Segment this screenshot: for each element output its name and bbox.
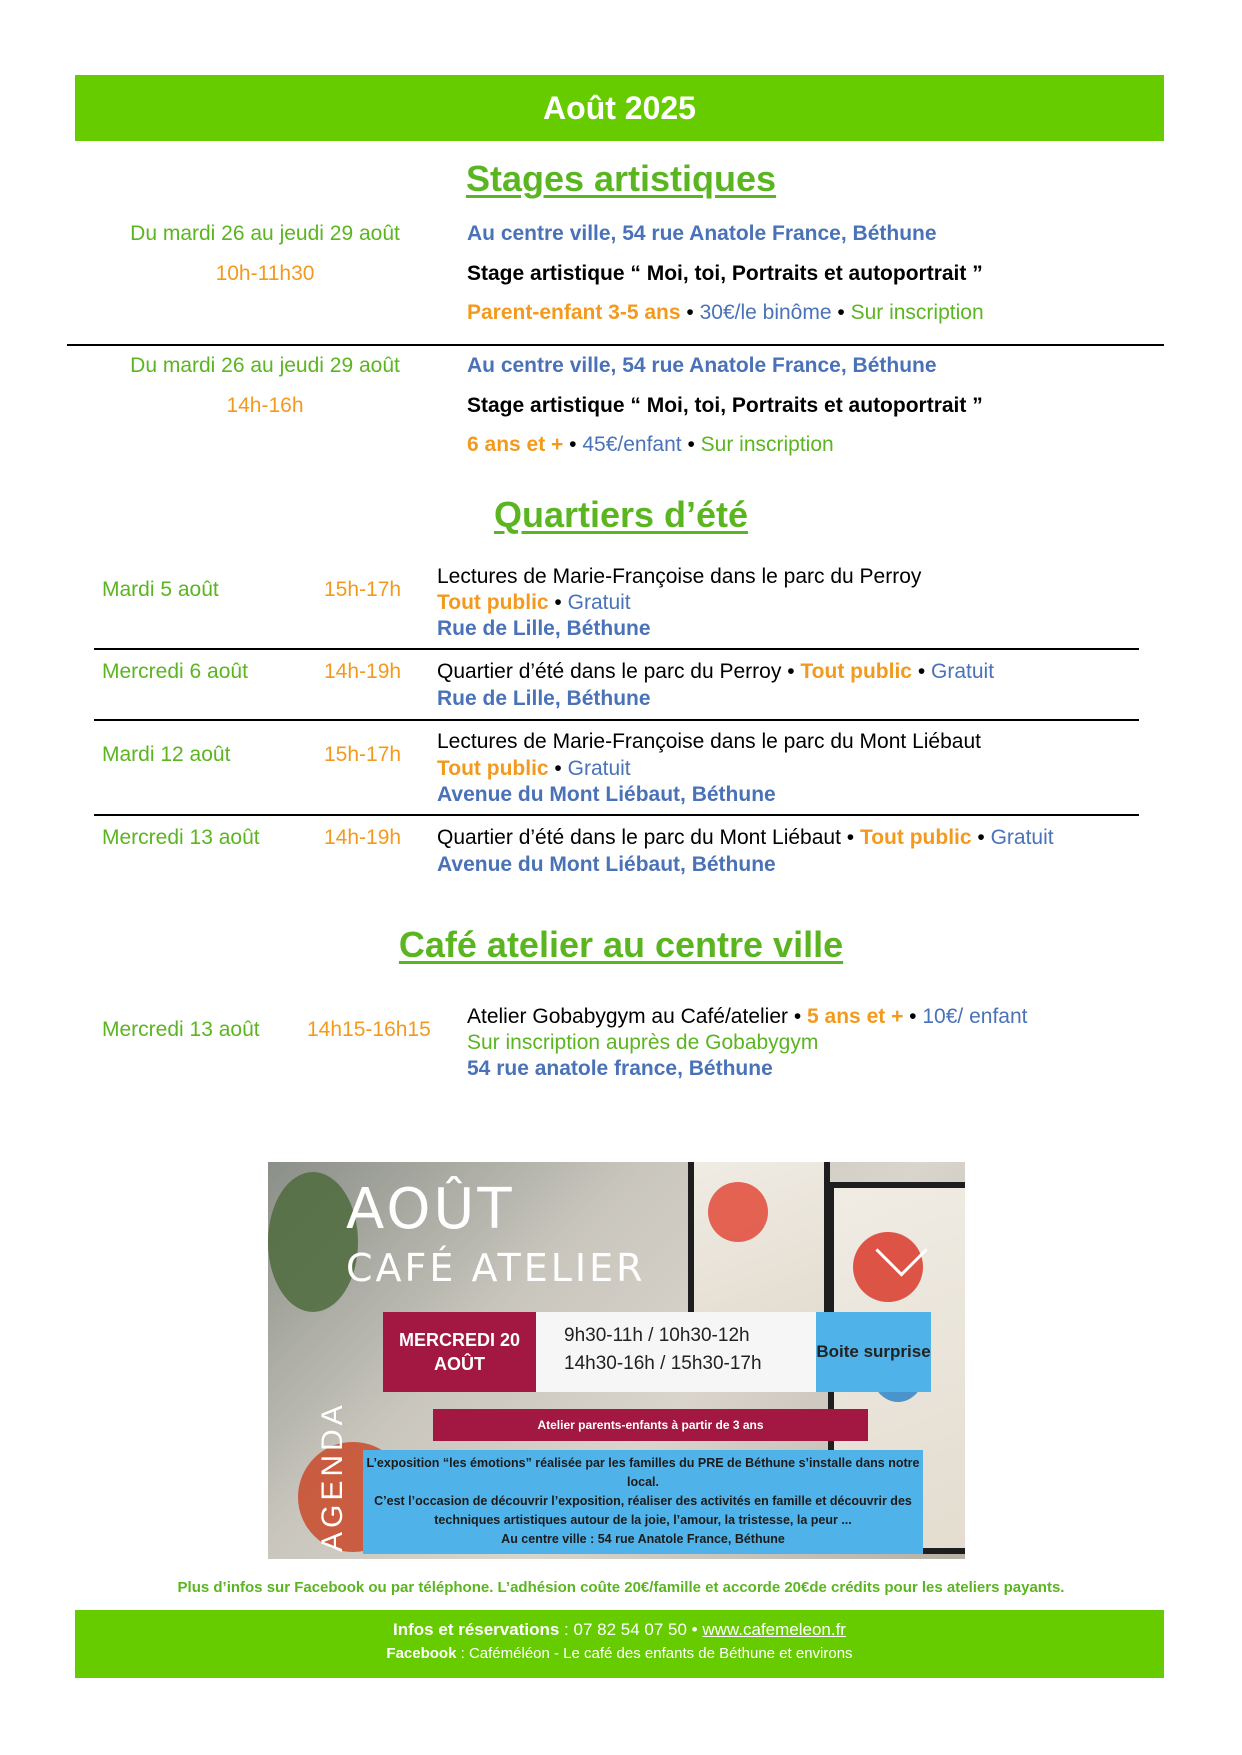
divider <box>94 814 1139 816</box>
poster-info-line: C’est l’occasion de découvrir l’exposition, réaliser des activités en famille et découvrir des techniques artistiques autour de la joie, l’amour, la tristesse, la peur ... <box>374 1494 912 1527</box>
event-details <box>437 757 631 781</box>
event-date: Mardi 5 août <box>102 578 219 601</box>
bullet-sep: • <box>781 660 801 683</box>
month-banner <box>75 75 1164 141</box>
event-desc: Quartier d’été dans le parc du Perroy <box>437 660 782 683</box>
event-price: Gratuit <box>567 757 631 780</box>
stage-price: 30€/le binôme <box>699 301 832 324</box>
event-desc-line <box>467 1005 1027 1029</box>
bullet-sep: • <box>788 1005 808 1028</box>
poster-info-line: L’exposition “les émotions” réalisée par les familles du PRE de Béthune s’installe dans notre local. <box>366 1456 920 1489</box>
stage-name: Stage artistique “ Moi, toi, Portraits et autoportrait ” <box>467 394 983 417</box>
footer-banner <box>75 1610 1164 1678</box>
poster-surprise: Boite surprise <box>816 1312 931 1392</box>
event-details <box>437 591 631 615</box>
bullet-sep: • <box>911 660 932 683</box>
event-date: Mardi 12 août <box>102 743 231 766</box>
plant-shape <box>268 1172 358 1312</box>
poster-slot: 9h30-11h / 10h30-12h <box>564 1325 750 1346</box>
event-audience: Tout public <box>800 660 912 683</box>
bullet-sep: • <box>831 301 851 324</box>
poster-ribbon: Atelier parents-enfants à partir de 3 ans <box>433 1409 868 1441</box>
event-date: Mercredi 6 août <box>102 660 248 683</box>
event-time: 15h-17h <box>324 743 402 766</box>
event-desc: Atelier Gobabygym au Café/atelier <box>467 1005 788 1028</box>
stage-price: 45€/enfant <box>582 433 682 456</box>
event-price: Gratuit <box>931 660 995 683</box>
bullet-sep: • <box>681 433 701 456</box>
event-date: Mercredi 13 août <box>102 1018 260 1041</box>
bullet-sep: • <box>680 301 700 324</box>
cafe-title: Café atelier au centre ville <box>398 924 844 965</box>
bullet-sep: • <box>971 826 991 849</box>
poster-month: AOÛT <box>346 1177 515 1242</box>
stage-date: Du mardi 26 au jeudi 29 août <box>130 354 400 377</box>
event-desc-line <box>437 826 1054 850</box>
colon-sep: : <box>559 1620 574 1639</box>
event-price: 10€/ enfant <box>922 1005 1028 1028</box>
event-time: 15h-17h <box>324 578 402 601</box>
event-price: Gratuit <box>567 591 631 614</box>
bullet-sep: • <box>548 757 568 780</box>
event-address: Avenue du Mont Liébaut, Béthune <box>437 783 776 806</box>
stage-location: Au centre ville, 54 rue Anatole France, Béthune <box>467 222 937 245</box>
event-audience: Tout public <box>437 757 549 780</box>
quartiers-title: Quartiers d’été <box>493 494 749 535</box>
stage-time: 10h-11h30 <box>215 262 315 285</box>
event-desc: Quartier d’été dans le parc du Mont Liébaut <box>437 826 841 849</box>
stages-title: Stages artistiques <box>465 158 777 199</box>
event-desc: Lectures de Marie-Françoise dans le parc du Perroy <box>437 565 922 588</box>
phone-number[interactable]: 07 82 54 07 50 <box>573 1620 687 1639</box>
event-time: 14h-19h <box>324 826 402 849</box>
event-time: 14h15-16h15 <box>307 1018 431 1041</box>
poster-info <box>363 1450 923 1554</box>
stage-audience: 6 ans et + <box>467 433 564 456</box>
divider <box>94 719 1139 721</box>
bullet-sep: • <box>840 826 860 849</box>
website-link[interactable]: www.cafemeleon.fr <box>702 1620 846 1639</box>
painted-shape <box>708 1182 768 1242</box>
event-audience: Tout public <box>859 826 972 849</box>
divider <box>67 344 1164 346</box>
stage-details <box>467 433 834 457</box>
stage-audience: Parent-enfant 3-5 ans <box>467 301 681 324</box>
event-address: Rue de Lille, Béthune <box>437 617 651 640</box>
facebook-page[interactable]: Caféméléon - Le café des enfants de Béthune et environs <box>468 1645 853 1662</box>
event-address: Rue de Lille, Béthune <box>437 687 651 710</box>
poster-subtitle: CAFÉ ATELIER <box>346 1246 646 1290</box>
bullet-sep: • <box>563 433 583 456</box>
poster-day: MERCREDI 20 AOÛT <box>383 1312 536 1392</box>
facebook-label: Facebook <box>386 1645 457 1662</box>
poster-info-line: Au centre ville : 54 rue Anatole France, Béthune <box>501 1532 785 1546</box>
divider <box>94 648 1139 650</box>
stage-details <box>467 301 984 325</box>
cafe-atelier-poster <box>268 1162 965 1559</box>
event-address: Avenue du Mont Liébaut, Béthune <box>437 853 776 876</box>
stage-location: Au centre ville, 54 rue Anatole France, Béthune <box>467 354 937 377</box>
poster-slots <box>536 1312 816 1392</box>
colon-sep: : <box>456 1645 469 1662</box>
event-desc-line <box>437 660 994 684</box>
event-audience: 5 ans et + <box>807 1005 904 1028</box>
bullet-sep: • <box>548 591 568 614</box>
poster-agenda: AGENDA <box>316 1401 349 1552</box>
stage-date: Du mardi 26 au jeudi 29 août <box>130 222 400 245</box>
artwork-frame <box>688 1162 830 1334</box>
info-label: Infos et réservations <box>393 1620 560 1639</box>
membership-note: Plus d’infos sur Facebook ou par téléphone. L’adhésion coûte 20€/famille et accorde 20€de crédits pour les ateliers payants. <box>177 1579 1065 1596</box>
event-audience: Tout public <box>437 591 549 614</box>
bullet-sep: • <box>686 1620 703 1639</box>
event-desc: Lectures de Marie-Françoise dans le parc du Mont Liébaut <box>437 730 981 753</box>
event-date: Mercredi 13 août <box>102 826 260 849</box>
month-title: Août 2025 <box>543 89 696 126</box>
stage-name: Stage artistique “ Moi, toi, Portraits et autoportrait ” <box>467 262 983 285</box>
event-registration: Sur inscription auprès de Gobabygym <box>467 1031 819 1054</box>
bullet-sep: • <box>903 1005 923 1028</box>
event-price: Gratuit <box>990 826 1054 849</box>
event-time: 14h-19h <box>324 660 402 683</box>
event-address: 54 rue anatole france, Béthune <box>467 1057 773 1080</box>
stage-registration: Sur inscription <box>850 301 984 324</box>
stage-time: 14h-16h <box>226 394 304 417</box>
poster-slot: 14h30-16h / 15h30-17h <box>564 1353 762 1374</box>
footer-facebook-line <box>75 1645 1164 1662</box>
stage-registration: Sur inscription <box>700 433 834 456</box>
footer-info-line <box>75 1620 1164 1640</box>
